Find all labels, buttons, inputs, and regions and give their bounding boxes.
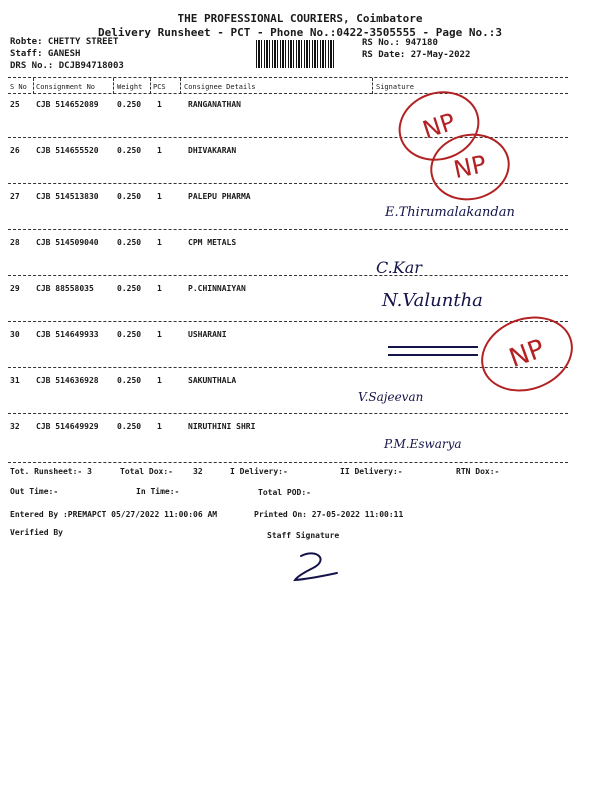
row-consignee: NIRUTHINI SHRI	[188, 422, 256, 431]
row-pcs: 1	[157, 238, 162, 247]
col-header-pcs: PCS	[153, 83, 166, 91]
row-divider	[8, 275, 568, 276]
row-weight: 0.250	[117, 146, 142, 155]
row-consignee: PALEPU PHARMA	[188, 192, 251, 201]
row-weight: 0.250	[117, 284, 142, 293]
row-pcs: 1	[157, 284, 162, 293]
signature-handwriting: E.Thirumalakandan	[385, 205, 515, 220]
row-pcs: 1	[157, 330, 162, 339]
signature-handwriting: N.Valuntha	[382, 290, 483, 311]
row-divider	[8, 229, 568, 230]
col-divider	[33, 78, 34, 94]
row-consignment: CJB 514649933	[36, 330, 99, 339]
row-consignment: CJB 514513830	[36, 192, 99, 201]
route-label: Robte: CHETTY STREET	[10, 37, 119, 47]
row-pcs: 1	[157, 192, 162, 201]
row-consignment: CJB 514655520	[36, 146, 99, 155]
row-divider	[8, 413, 568, 414]
staff-signature-label: Staff Signature	[267, 531, 340, 540]
col-header-consignee: Consignee Details	[184, 83, 256, 91]
table-top-rule	[8, 77, 568, 78]
row-sno: 27	[10, 192, 20, 201]
rtn-dox: RTN Dox:-	[456, 467, 500, 476]
row-consignee: USHARANI	[188, 330, 227, 339]
runsheet-subtitle: Delivery Runsheet - PCT - Phone No.:0422-3505555 - Page No.:3	[98, 26, 502, 39]
verified-by: Verified By	[10, 528, 63, 537]
row-sno: 32	[10, 422, 20, 431]
row-divider	[8, 321, 568, 322]
signature-handwriting: C.Kar	[376, 258, 422, 277]
total-pod: Total POD:-	[258, 488, 311, 497]
barcode-image	[256, 40, 336, 68]
rs-number: RS No.: 947180	[362, 38, 438, 48]
drs-number: DRS No.: DCJB94718003	[10, 61, 124, 71]
np-stamp: NP	[471, 304, 584, 404]
scribble-mark	[388, 346, 478, 356]
col-divider	[113, 78, 114, 94]
row-pcs: 1	[157, 422, 162, 431]
row-consignee: RANGANATHAN	[188, 100, 241, 109]
ii-delivery: II Delivery:-	[340, 467, 403, 476]
row-consignment: CJB 514652089	[36, 100, 99, 109]
printed-on: Printed On: 27-05-2022 11:00:11	[254, 510, 404, 519]
col-divider	[150, 78, 151, 94]
staff-signature-mark	[283, 546, 343, 586]
col-divider	[372, 78, 373, 94]
np-stamp: NP	[390, 81, 489, 171]
row-consignee: CPM METALS	[188, 238, 237, 247]
table-header-rule	[8, 93, 568, 94]
signature-handwriting: V.Sajeevan	[358, 390, 424, 404]
total-dox-label: Total Dox:-	[120, 467, 173, 476]
staff-label: Staff: GANESH	[10, 49, 81, 59]
row-consignee: P.CHINNAIYAN	[188, 284, 246, 293]
row-sno: 26	[10, 146, 20, 155]
row-pcs: 1	[157, 376, 162, 385]
row-consignment: CJB 514509040	[36, 238, 99, 247]
table-bottom-rule	[8, 462, 568, 463]
col-divider	[180, 78, 181, 94]
np-stamp: NP	[424, 126, 516, 207]
col-header-sno: S No	[10, 83, 27, 91]
row-weight: 0.250	[117, 100, 142, 109]
entered-by: Entered By :PREMAPCT 05/27/2022 11:00:06 AM	[10, 510, 218, 519]
rs-date: RS Date: 27-May-2022	[362, 50, 471, 60]
row-consignment: CJB 514636928	[36, 376, 99, 385]
row-weight: 0.250	[117, 330, 142, 339]
total-runsheet: Tot. Runsheet:- 3	[10, 467, 92, 476]
row-consignee: DHIVAKARAN	[188, 146, 237, 155]
document-title: THE PROFESSIONAL COURIERS, Coimbatore	[177, 12, 423, 25]
row-consignee: SAKUNTHALA	[188, 376, 237, 385]
i-delivery: I Delivery:-	[230, 467, 288, 476]
row-pcs: 1	[157, 146, 162, 155]
row-sno: 25	[10, 100, 20, 109]
row-consignment: CJB 514649929	[36, 422, 99, 431]
col-header-signature: Signature	[376, 83, 414, 91]
signature-handwriting: P.M.Eswarya	[384, 437, 462, 451]
row-sno: 31	[10, 376, 20, 385]
row-sno: 29	[10, 284, 20, 293]
row-sno: 28	[10, 238, 20, 247]
total-dox-value: 32	[193, 467, 203, 476]
row-consignment: CJB 88558035	[36, 284, 94, 293]
row-weight: 0.250	[117, 422, 142, 431]
out-time: Out Time:-	[10, 487, 59, 496]
col-header-consignment: Consignment No	[36, 83, 96, 91]
row-weight: 0.250	[117, 192, 142, 201]
col-header-weight: Weight	[117, 83, 143, 91]
row-pcs: 1	[157, 100, 162, 109]
in-time: In Time:-	[136, 487, 180, 496]
row-weight: 0.250	[117, 376, 142, 385]
row-sno: 30	[10, 330, 20, 339]
row-weight: 0.250	[117, 238, 142, 247]
